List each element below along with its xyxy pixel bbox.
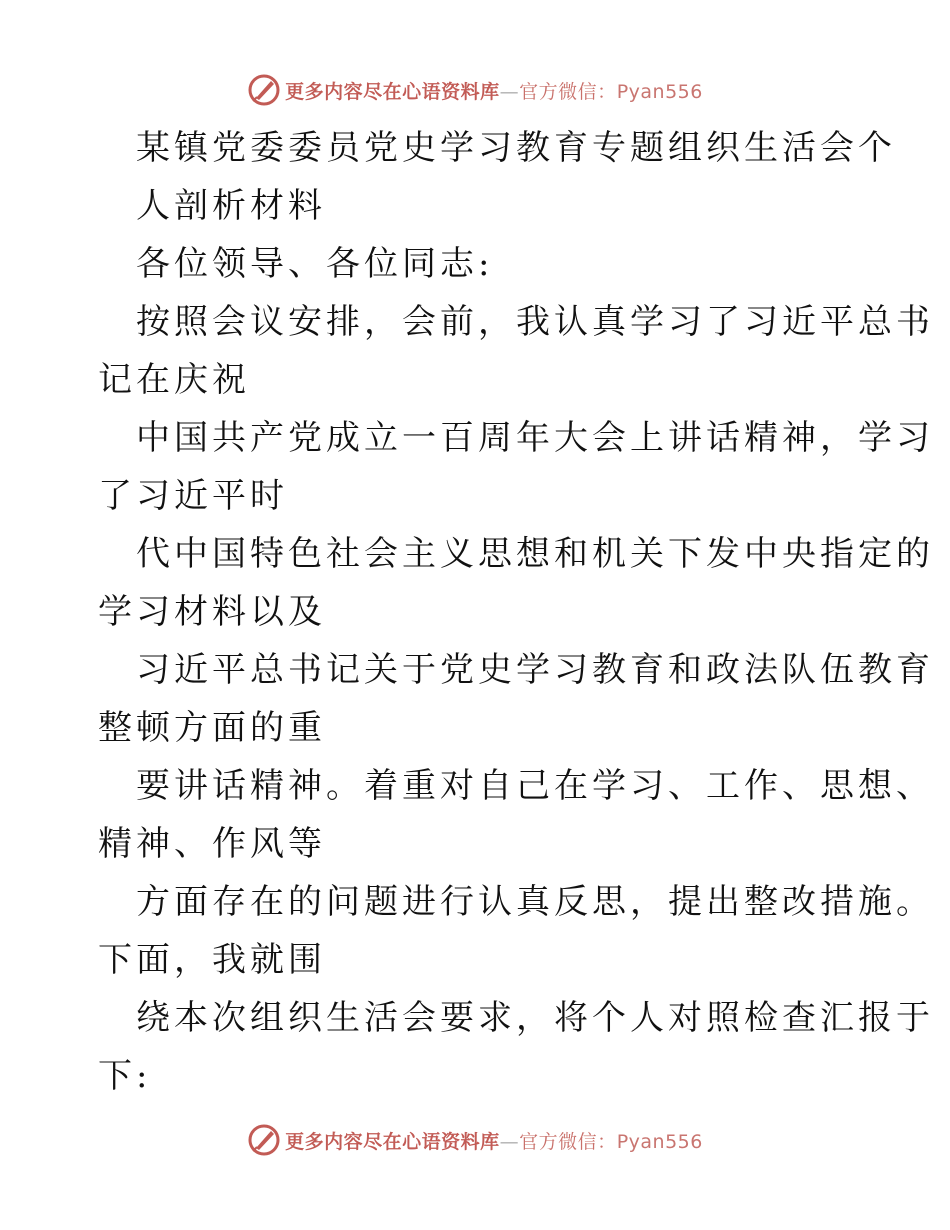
title-line-1: 某镇党委委员党史学习教育专题组织生活会个 (136, 128, 896, 168)
paragraph-line: 代中国特色社会主义思想和机关下发中央指定的 (136, 534, 934, 574)
paragraph-line: 下: (98, 1056, 152, 1096)
watermark-site: 更多内容尽在心语资料库 (285, 1130, 500, 1153)
title-line-2: 人剖析材料 (136, 186, 326, 226)
watermark-official-label: 官方微信： (519, 80, 617, 103)
watermark-text (285, 1127, 703, 1154)
paragraph-line: 精神、作风等 (98, 824, 326, 864)
watermark-dash: — (499, 1130, 520, 1153)
footer-watermark (0, 1120, 950, 1160)
paragraph-line: 习近平总书记关于党史学习教育和政法队伍教育 (136, 650, 934, 690)
paragraph-line: 方面存在的问题进行认真反思，提出整改措施。 (136, 882, 934, 922)
watermark-site: 更多内容尽在心语资料库 (285, 80, 500, 103)
paragraph-line: 按照会议安排，会前，我认真学习了习近平总书 (136, 302, 934, 342)
paragraph-line: 要讲话精神。着重对自己在学习、工作、思想、 (136, 766, 934, 806)
header-watermark (0, 70, 950, 110)
paragraph-line: 中国共产党成立一百周年大会上讲话精神，学习 (136, 418, 934, 458)
watermark-text (285, 77, 703, 104)
watermark-dash: — (499, 80, 520, 103)
quill-pen-logo-icon (247, 73, 281, 107)
paragraph-line: 记在庆祝 (98, 360, 250, 400)
paragraph-line: 整顿方面的重 (98, 708, 326, 748)
paragraph-line: 绕本次组织生活会要求，将个人对照检查汇报于 (136, 998, 934, 1038)
watermark-official-label: 官方微信： (519, 1130, 617, 1153)
paragraph-line: 了习近平时 (98, 476, 288, 516)
quill-pen-logo-icon (247, 1123, 281, 1157)
paragraph-line: 学习材料以及 (98, 592, 326, 632)
salutation: 各位领导、各位同志: (136, 244, 494, 284)
paragraph-line: 下面，我就围 (98, 940, 326, 980)
watermark-handle: Pyan556 (616, 80, 703, 103)
watermark-handle: Pyan556 (616, 1130, 703, 1153)
